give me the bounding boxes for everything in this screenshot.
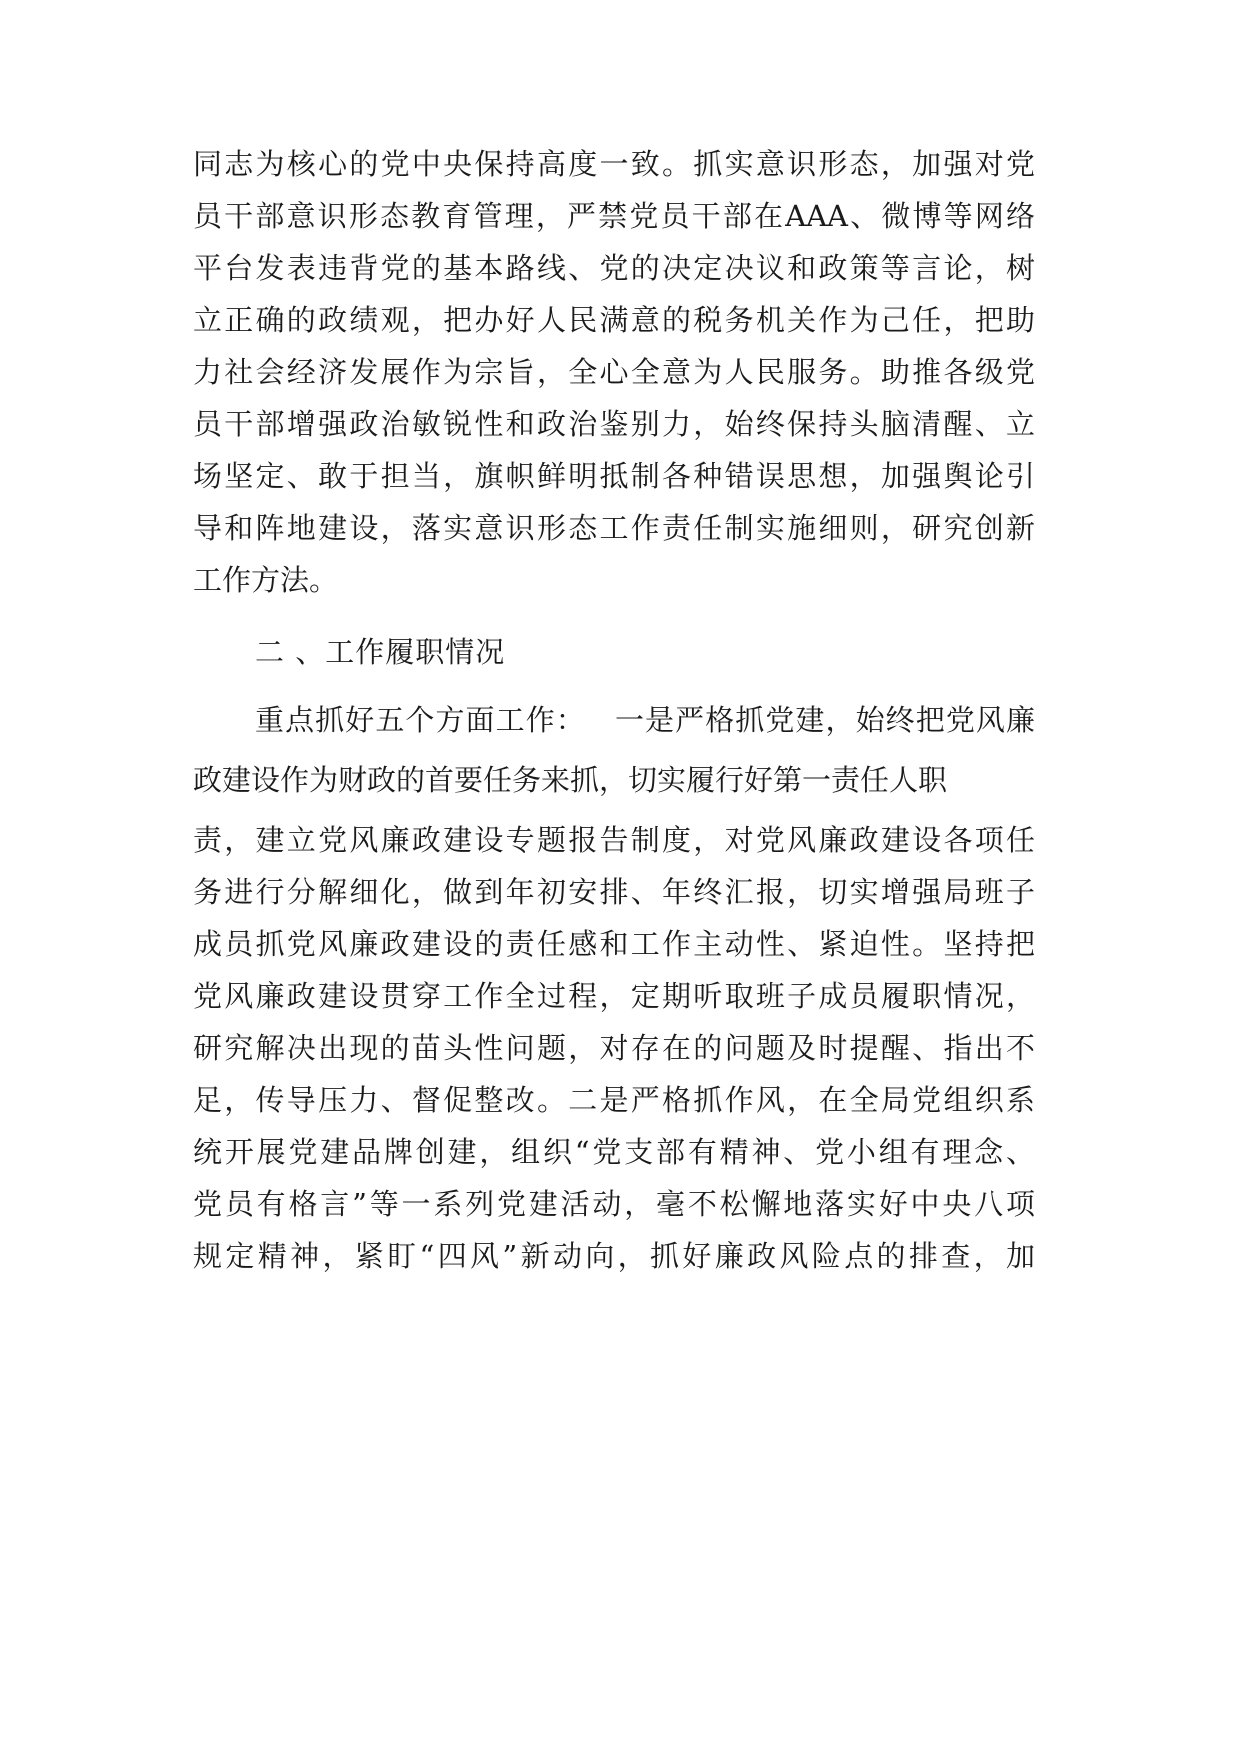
section-heading: 二 、工作履职情况 (255, 635, 506, 669)
paragraph-line: 平台发表违背党的基本路线、党的决定决议和政策等言论，树 (193, 251, 1035, 285)
paragraph-line (193, 1286, 1035, 1330)
paragraph-line: 导和阵地建设，落实意识形态工作责任制实施细则，研究创新 (193, 511, 1035, 545)
paragraph-line: 务进行分解细化，做到年初安排、年终汇报，切实增强局班子 (193, 875, 1035, 909)
paragraph-line: 规定精神，紧盯“四风”新动向，抓好廉政风险点的排查，加 (193, 1239, 1035, 1273)
paragraph-lead-continued: 一是严格抓党建，始终把党风廉 (613, 703, 1035, 737)
paragraph-line: 场坚定、敢于担当，旗帜鲜明抵制各种错误思想，加强舆论引 (193, 459, 1035, 493)
paragraph-line: 党员有格言”等一系列党建活动，毫不松懈地落实好中央八项 (193, 1187, 1035, 1221)
paragraph-line: 立正确的政绩观，把办好人民满意的税务机关作为己任，把助 (193, 303, 1035, 337)
paragraph-line: 员干部增强政治敏锐性和政治鉴别力，始终保持头脑清醒、立 (193, 407, 1035, 441)
paragraph-line: 足，传导压力、督促整改。二是严格抓作风，在全局党组织系 (193, 1083, 1035, 1117)
paragraph-line: 员干部意识形态教育管理，严禁党员干部在AAA、微博等网络 (193, 199, 1035, 233)
paragraph-line: 统开展党建品牌创建，组织“党支部有精神、党小组有理念、 (193, 1135, 1035, 1169)
paragraph-line: 政建设作为财政的首要任务来抓，切实履行好第一责任人职 (193, 763, 948, 797)
paragraph-line: 责，建立党风廉政建设专题报告制度，对党风廉政建设各项任 (193, 823, 1035, 857)
paragraph-lead: 重点抓好五个方面工作： (255, 703, 586, 737)
paragraph-line: 力社会经济发展作为宗旨，全心全意为人民服务。助推各级党 (193, 355, 1035, 389)
paragraph-first-line (255, 698, 1035, 742)
paragraph-line: 党风廉政建设贯穿工作全过程，定期听取班子成员履职情况， (193, 979, 1035, 1013)
paragraph-line: 同志为核心的党中央保持高度一致。抓实意识形态，加强对党 (193, 147, 1035, 181)
paragraph-line: 工作方法。 (193, 563, 339, 597)
paragraph-line: 研究解决出现的苗头性问题，对存在的问题及时提醒、指出不 (193, 1031, 1035, 1065)
paragraph-line: 成员抓党风廉政建设的责任感和工作主动性、紧迫性。坚持把 (193, 927, 1035, 961)
